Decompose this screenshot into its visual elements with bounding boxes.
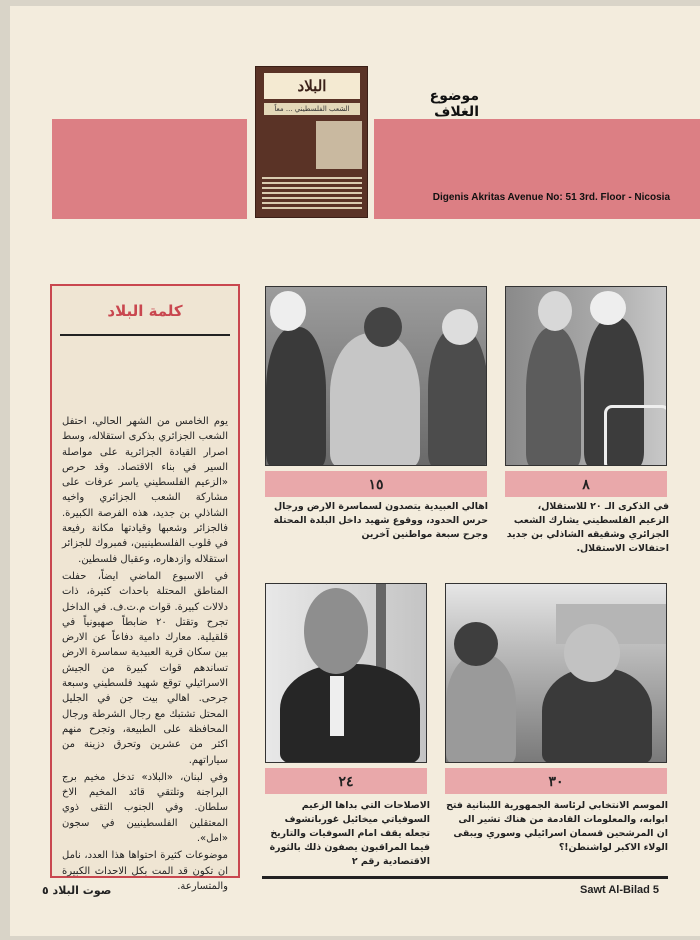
cover-photo xyxy=(316,121,362,169)
photo-arafat-chadli xyxy=(505,286,667,466)
story-number-box: ٢٤ xyxy=(265,768,427,794)
cover-headline: الشعب الفلسطيني ... معاً xyxy=(264,103,360,115)
cover-logo: البلاد xyxy=(264,73,360,99)
story-number-box: ٣٠ xyxy=(445,768,667,794)
cover-thumbnail xyxy=(255,66,368,218)
story-caption: الاصلاحات التي بداها الزعيم السوفياتي ميخائيل غورباتشوف تجعله يقف امام السوفيات والتاريخ فيما المراقبون يصفون ذلك بالثورة الاقتصادية رقم ٢ xyxy=(269,800,430,867)
story-number-box: ١٥ xyxy=(265,471,487,497)
photo-gorbachev xyxy=(265,583,427,763)
story-caption: في الذكرى الـ ٢٠ للاستقلال، الزعيم الفلسطيني يشارك الشعب الجزائري وشقيقه الشاذلي بن جديد احتفالات الاستقلال. xyxy=(506,501,669,554)
footer-page-label: Sawt Al-Bilad 5 xyxy=(580,884,660,896)
editorial-body xyxy=(62,414,228,896)
editorial-paragraph: موضوعات كثيرة احتواها هذا العدد، نامل ان تكون قد المت بكل الاحداث الكبيرة والمتسارعة. xyxy=(62,850,228,892)
editorial-paragraph: في الاسبوع الماضي ايضاً، حفلت المناطق المحتلة باحداث كثيرة، ذات دلالات كبيرة. قوات م.ت.ف. في الداخل تجرح وتقتل ٢٠ ضابطاً صهيونياً في قلقيلية. معارك دامية دفاعاً عن الارض بين سكان قرية العبيدية سماسرة الارض تساندهم قوات كبيرة من الجيش الاسرائيلي توقع شهيد فلسطيني وسبعة جرحى. اهالي بيت جن في الجليل المحتل تشتبك مع رجال الشرطة ورجال المحافظة على الطبيعة، وتجرح منهم اكثر من عشرين وتحرق دزينة من سياراتهم. xyxy=(62,570,228,766)
header-bar-left xyxy=(52,119,247,219)
header-bar-right xyxy=(374,119,700,219)
story-caption: الموسم الانتخابي لرئاسة الجمهورية اللبنانية فتح ابوابه، والمعلومات القادمة من هناك تشير الى ان المرشحين قسمان اسرائيلي وسوري ويبقى الولاء الاكبر لواشنطن!؟ xyxy=(446,800,668,853)
editorial-rule xyxy=(60,334,230,336)
address-line: Digenis Akritas Avenue No: 51 3rd. Floor - Nicosia xyxy=(432,192,670,203)
section-title: موضوع الغلاف xyxy=(429,88,479,120)
story-number-box: ٨ xyxy=(505,471,667,497)
photo-lebanon-rally xyxy=(445,583,667,763)
editorial-title: كلمة البلاد xyxy=(107,302,183,320)
editorial-paragraph: وفي لبنان، «البلاد» تدخل مخيم برج البراجنة وتلتقي قائد المخيم الاخ سلطان. وفي الجنوب التقى ذوي المعتقلين الفلسطينيين في سجون «امل». xyxy=(62,771,228,845)
story-caption: اهالي العبيدية يتصدون لسماسرة الارض ورجال حرس الحدود، ووقوع شهيد داخل البلدة المحتلة وجرح سبعة مواطنين آخرين xyxy=(273,501,488,540)
editorial-paragraph: يوم الخامس من الشهر الحالي، احتفل الشعب الجزائري بذكرى استقلاله، وسط اصرار القيادة الجزائرية على مواصلة السير في بناء الاقتصاد. وقد حرص «الزعيم الفلسطيني ياسر عرفات على مشاركة الشعب الجزائري واخيه الشاذلي بن جديد، هذه الفرصة الكبيرة. فالجزائر وشعبها وقيادتها مكانة رفيعة في قلوب الفلسطينيين، فمبروك للجزائر استقلاله وازدهاره، وعقبال فلسطين. xyxy=(62,416,228,565)
photo-obeidiya-residents xyxy=(265,286,487,466)
cover-text-lines xyxy=(262,177,362,211)
footer-rule-right xyxy=(262,876,668,879)
footer-page-label-arabic: صوت البلاد ٥ xyxy=(42,884,112,897)
